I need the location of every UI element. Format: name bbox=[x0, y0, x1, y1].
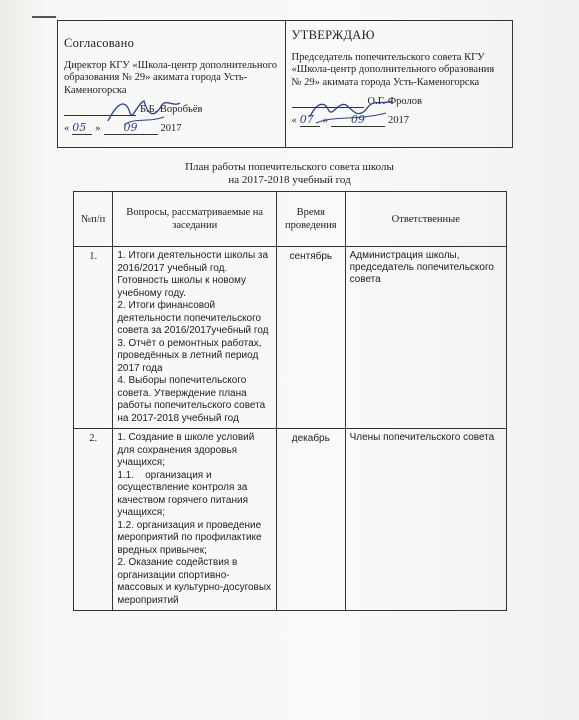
row-time: сентябрь bbox=[277, 247, 346, 429]
approved-signature-line bbox=[292, 95, 507, 108]
question-item: 4. Выборы попечительского совета. Утверждение плана работы попечительского совета на 2017-2018 учебный год bbox=[117, 375, 266, 424]
approved-date-year: 2017 bbox=[388, 114, 409, 126]
row-responsible: Администрация школы, председатель попечительского совета bbox=[345, 247, 506, 429]
approved-date-day: 07 bbox=[299, 113, 314, 126]
approved-body: Председатель попечительского совета КГУ «Школа-центр дополнительного образования № 29» акимата города Усть-Каменогорска bbox=[291, 51, 495, 88]
scan-mark bbox=[32, 16, 56, 18]
agreed-signature-line bbox=[64, 103, 279, 116]
row-questions bbox=[113, 429, 277, 611]
agreed-body: Директор КГУ «Школа-центр дополнительного образования № 29» акимата города Усть-Каменогорска bbox=[64, 59, 278, 96]
plan-heading bbox=[0, 161, 579, 186]
plan-title-line2: на 2017-2018 учебный год bbox=[228, 173, 351, 186]
plan-table bbox=[73, 191, 507, 611]
agreed-title: Согласовано bbox=[64, 36, 135, 50]
row-num: 1. bbox=[74, 247, 113, 429]
agreed-signer: Б.Б. Воробьёв bbox=[140, 103, 203, 115]
table-row bbox=[74, 429, 507, 611]
approved-date-month: 09 bbox=[351, 113, 365, 126]
question-item: 1.1. организация и осуществление контроля за качеством горячего питания учащихся; bbox=[117, 469, 251, 518]
header-responsible: Ответственные bbox=[345, 192, 506, 247]
question-item: 1. Создание в школе условий для сохранения здоровья учащихся; bbox=[117, 432, 255, 468]
approval-block bbox=[57, 20, 513, 148]
agreed-date-day: 05 bbox=[72, 121, 87, 134]
signature-blank bbox=[292, 95, 364, 108]
table-header-row bbox=[74, 192, 507, 247]
agreed-date-month: 09 bbox=[123, 121, 138, 134]
header-time: Время проведения bbox=[277, 192, 346, 247]
signature-blank bbox=[64, 103, 136, 116]
question-item: 2. Итоги финансовой деятельности попечительского совета за 2016/2017учебный год bbox=[117, 300, 269, 336]
question-item: 3. Отчёт о ремонтных работах, проведённых в летний период 2017 года bbox=[117, 337, 262, 374]
plan-title-line1: План работы попечительского совета школы bbox=[185, 161, 394, 173]
row-responsible: Члены попечительского совета bbox=[345, 429, 506, 611]
header-num: №п/п bbox=[74, 192, 113, 247]
header-questions: Вопросы, рассматриваемые на заседании bbox=[113, 192, 277, 247]
question-item: 1. Итоги деятельности школы за 2016/2017 учебный год. Готовность школы к новому учебному году. bbox=[117, 250, 269, 299]
agreed-date: « 05 » 09 2017 bbox=[64, 121, 182, 134]
row-time: декабрь bbox=[277, 429, 346, 611]
approved-signer: О.Г. Фролов bbox=[367, 95, 422, 107]
table-row bbox=[74, 247, 507, 429]
agreed-date-year: 2017 bbox=[160, 122, 182, 134]
question-item: 1.2. организация и проведение мероприятий по профилактике вредных привычек; bbox=[117, 519, 262, 556]
approved-date: « 07 » 09 2017 bbox=[291, 113, 409, 126]
approved-box bbox=[285, 21, 513, 147]
agreed-box bbox=[58, 21, 285, 147]
approved-title: УТВЕРЖДАЮ bbox=[291, 28, 375, 42]
row-questions bbox=[113, 247, 277, 429]
row-num: 2. bbox=[74, 429, 113, 611]
question-item: 2. Оказание содействия в организации спортивно-массовых и культурно-досуговых мероприятий bbox=[117, 557, 272, 606]
